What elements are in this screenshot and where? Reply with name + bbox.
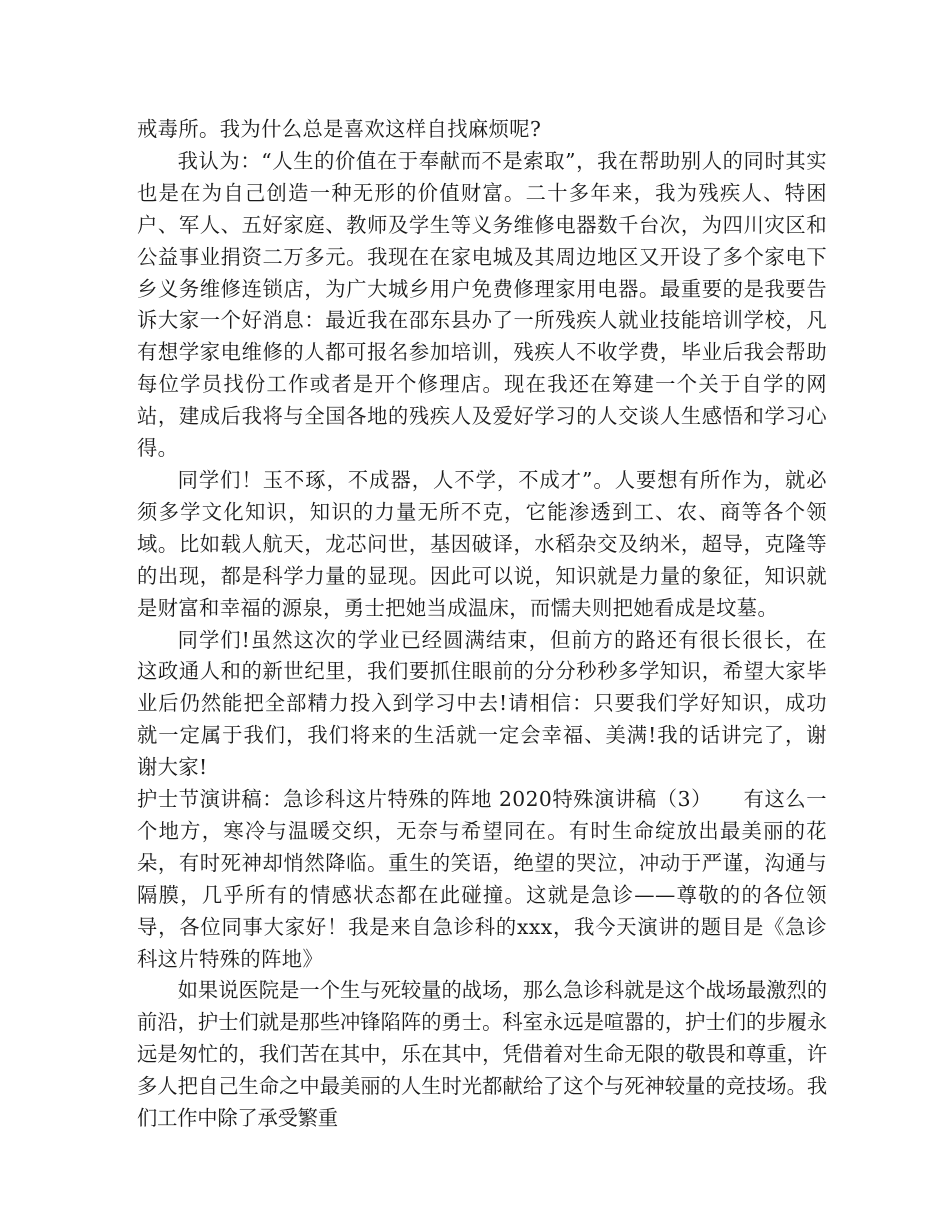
paragraph-closing-remarks: 同学们!虽然这次的学业已经圆满结束，但前方的路还有很长很长，在这政通人和的新世纪里，我们要抓住眼前的分分秒秒多学知识，希望大家毕业后仍然能把全部精力投入到学习中去!请相信：只要我们学好知识，成功就一定属于我们，我们将来的生活就一定会幸福、美满!我的话讲完了，谢谢大家!	[137, 627, 827, 780]
paragraph-nurse-speech-title: 护士节演讲稿：急诊科这片特殊的阵地 2020特殊演讲稿（3） 有这么一个地方，寒冷与温暖交织，无奈与希望同在。有时生命绽放出最美丽的花朵，有时死神却悄然降临。重生的笑语，绝望的哭泣，冲动于严谨，沟通与隔膜，几乎所有的情感状态都在此碰撞。这就是急诊——尊敬的的各位领导，各位同事大家好！我是来自急诊科的xxx，我今天演讲的题目是《急诊科这片特殊的阵地》	[137, 787, 827, 971]
paragraph-emergency-frontline: 如果说医院是一个生与死较量的战场，那么急诊科就是这个战场最激烈的前沿，护士们就是那些冲锋陷阵的勇士。科室永远是喧嚣的，护士们的步履永远是匆忙的，我们苦在其中，乐在其中，凭借着对生命无限的敬畏和尊重，许多人把自己生命之中最美丽的人生时光都献给了这个与死神较量的竞技场。我们工作中除了承受繁重	[137, 978, 827, 1131]
paragraph-value-of-life: 我认为：“人生的价值在于奉献而不是索取”，我在帮助别人的同时其实也是在为自己创造一种无形的价值财富。二十多年来，我为残疾人、特困户、军人、五好家庭、教师及学生等义务维修电器数千台次，为四川灾区和公益事业捐资二万多元。我现在在家电城及其周边地区又开设了多个家电下乡义务维修连锁店，为广大城乡用户免费修理家用电器。最重要的是我要告诉大家一个好消息：最近我在邵东县办了一所残疾人就业技能培训学校，凡有想学家电维修的人都可报名参加培训，残疾人不收学费，毕业后我会帮助每位学员找份工作或者是开个修理店。现在我还在筹建一个关于自学的网站，建成后我将与全国各地的残疾人及爱好学习的人交谈人生感悟和学习心得。	[137, 148, 827, 461]
paragraph-knowledge-power: 同学们！玉不琢，不成器，人不学，不成才”。人要想有所作为，就必须多学文化知识，知识的力量无所不克，它能渗透到工、农、商等各个领域。比如载人航天，龙芯问世，基因破译，水稻杂交及纳米，超导，克隆等的出现，都是科学力量的显现。因此可以说，知识就是力量的象征，知识就是财富和幸福的源泉，勇士把她当成温床，而懦夫则把她看成是坟墓。	[137, 467, 827, 620]
paragraph-continuation: 戒毒所。我为什么总是喜欢这样自找麻烦呢?	[137, 117, 542, 141]
document-body	[137, 114, 827, 1135]
